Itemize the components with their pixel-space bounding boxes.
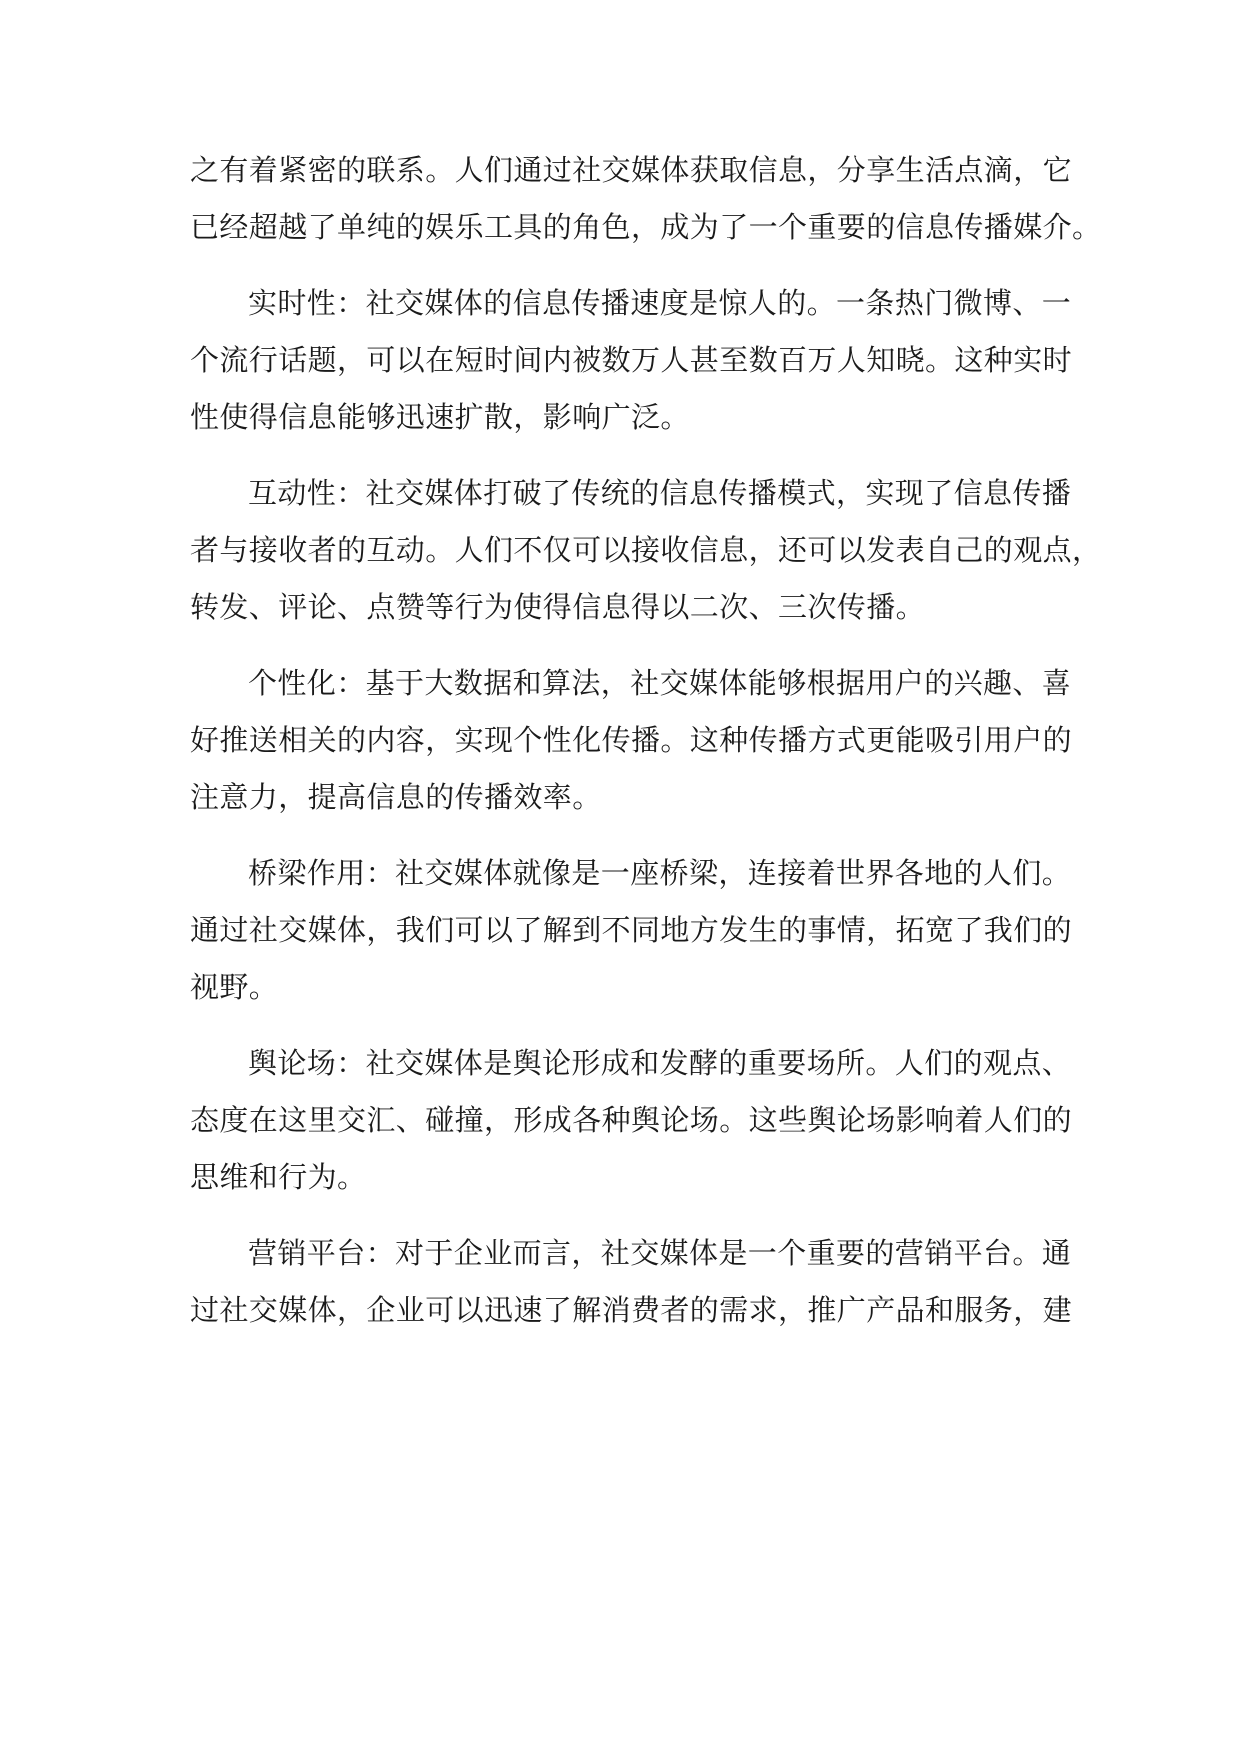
- text-line: 注意力，提高信息的传播效率。: [190, 780, 602, 814]
- text-line: 桥梁作用：社交媒体就像是一座桥梁，连接着世界各地的人们。: [248, 856, 1072, 890]
- text-line: 互动性：社交媒体打破了传统的信息传播模式，实现了信息传播: [248, 476, 1072, 510]
- text-line: 性使得信息能够迅速扩散，影响广泛。: [190, 400, 690, 434]
- text-line: 个流行话题，可以在短时间内被数万人甚至数百万人知晓。这种实时: [190, 343, 1073, 377]
- paragraph-intro: [190, 142, 1102, 256]
- text-line: 好推送相关的内容，实现个性化传播。这种传播方式更能吸引用户的: [190, 723, 1073, 757]
- paragraph-marketing: [190, 1225, 1073, 1339]
- paragraph-bridge: [190, 845, 1073, 1016]
- paragraph-realtime: [190, 275, 1073, 446]
- body-text: [190, 142, 1102, 1358]
- text-line: 已经超越了单纯的娱乐工具的角色，成为了一个重要的信息传播媒介。: [190, 210, 1102, 244]
- text-line: 舆论场：社交媒体是舆论形成和发酵的重要场所。人们的观点、: [248, 1046, 1072, 1080]
- text-line: 思维和行为。: [190, 1160, 367, 1194]
- paragraph-public-opinion: [190, 1035, 1073, 1206]
- text-line: 者与接收者的互动。人们不仅可以接收信息，还可以发表自己的观点，: [190, 533, 1102, 567]
- paragraph-personalization: [190, 655, 1073, 826]
- text-line: 态度在这里交汇、碰撞，形成各种舆论场。这些舆论场影响着人们的: [190, 1103, 1073, 1137]
- text-line: 过社交媒体，企业可以迅速了解消费者的需求，推广产品和服务，建: [190, 1293, 1073, 1327]
- text-line: 转发、评论、点赞等行为使得信息得以二次、三次传播。: [190, 590, 926, 624]
- text-line: 通过社交媒体，我们可以了解到不同地方发生的事情，拓宽了我们的: [190, 913, 1073, 947]
- text-line: 个性化：基于大数据和算法，社交媒体能够根据用户的兴趣、喜: [248, 666, 1072, 700]
- text-line: 视野。: [190, 970, 279, 1004]
- paragraph-interactivity: [190, 465, 1102, 636]
- text-line: 之有着紧密的联系。人们通过社交媒体获取信息，分享生活点滴，它: [190, 153, 1073, 187]
- text-line: 营销平台：对于企业而言，社交媒体是一个重要的营销平台。通: [248, 1236, 1072, 1270]
- text-line: 实时性：社交媒体的信息传播速度是惊人的。一条热门微博、一: [248, 286, 1072, 320]
